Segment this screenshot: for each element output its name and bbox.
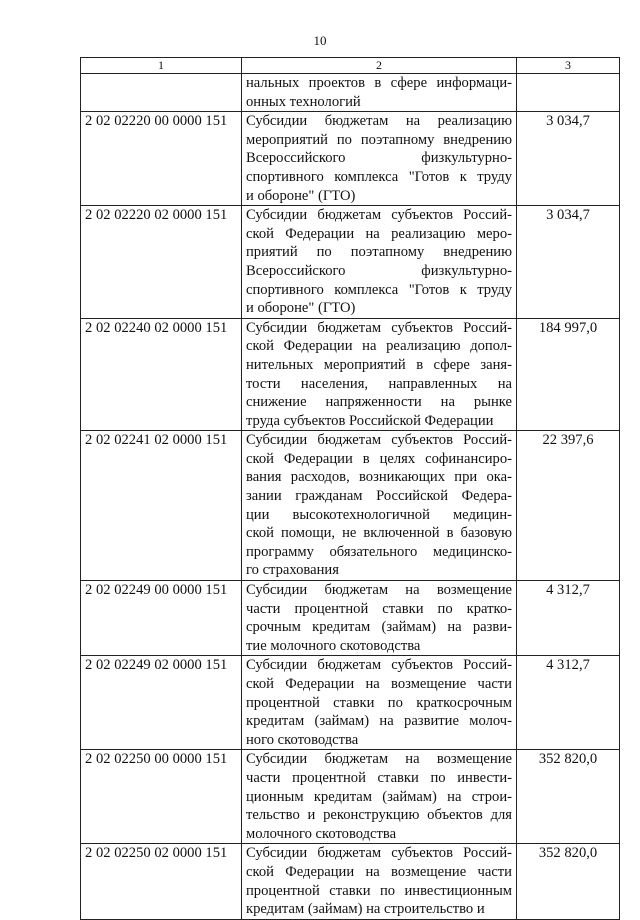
amount-value: 3 034,7 — [517, 206, 620, 319]
description-line: зании гражданам Российской Федера- — [246, 488, 512, 505]
continuation-description-cell — [242, 74, 517, 112]
table-row — [81, 206, 620, 319]
description-line: спортивного комплекса "Готов к труду — [246, 168, 512, 185]
classification-code: 2 02 02250 02 0000 151 — [81, 844, 242, 919]
description-line: срочным кредитам (займам) на разви- — [246, 619, 512, 636]
amount-value: 184 997,0 — [517, 318, 620, 431]
description-line: Субсидии бюджетам на возмещение — [246, 582, 512, 599]
revenue-description — [242, 318, 517, 431]
description-line: Субсидии бюджетам на возмещение — [246, 751, 512, 768]
classification-code: 2 02 02250 00 0000 151 — [81, 750, 242, 844]
amount-value: 22 397,6 — [517, 431, 620, 581]
classification-code: 2 02 02241 02 0000 151 — [81, 431, 242, 581]
description-line: и обороне" (ГТО) — [246, 187, 356, 204]
description-line: молочного скотоводства — [246, 825, 397, 842]
revenue-description — [242, 750, 517, 844]
classification-code: 2 02 02220 00 0000 151 — [81, 112, 242, 206]
column-header-amount: 3 — [517, 58, 620, 74]
column-header-code: 1 — [81, 58, 242, 74]
description-line: нальных проектов в сфере информаци- — [246, 75, 512, 91]
classification-code: 2 02 02220 02 0000 151 — [81, 206, 242, 319]
description-line: кредитам (займам) на строительство и — [246, 901, 485, 918]
description-line: тости населения, направленных на — [246, 375, 512, 392]
classification-code: 2 02 02249 00 0000 151 — [81, 581, 242, 656]
description-line: ской Федерации на возмещение части — [246, 863, 512, 880]
table-row — [81, 750, 620, 844]
description-line: Субсидии бюджетам субъектов Россий- — [246, 845, 512, 862]
description-line: Субсидии бюджетам субъектов Россий- — [246, 657, 512, 674]
description-line: Всероссийского физкультурно- — [246, 262, 512, 279]
description-line: и обороне" (ГТО) — [246, 300, 356, 317]
description-line: нительных мероприятий в сфере заня- — [246, 356, 512, 373]
amount-value: 4 312,7 — [517, 581, 620, 656]
description-line: приятий по поэтапному внедрению — [246, 244, 512, 261]
table-row — [81, 112, 620, 206]
description-line: онных технологий — [246, 93, 361, 110]
table-row — [81, 318, 620, 431]
description-line: Субсидии бюджетам субъектов Россий- — [246, 319, 512, 336]
description-line: мероприятий по поэтапному внедрению — [246, 131, 512, 148]
description-line: ской Федерации на реализацию меро- — [246, 225, 512, 242]
revenue-description — [242, 581, 517, 656]
description-line: Субсидии бюджетам на реализацию — [246, 113, 512, 130]
description-line: Всероссийского физкультурно- — [246, 150, 512, 167]
description-line: труда субъектов Российской Федерации — [246, 412, 494, 429]
description-line: процентной ставки по краткосрочным — [246, 694, 512, 711]
amount-value: 4 312,7 — [517, 656, 620, 750]
description-line: ской помощи, не включенной в базовую — [246, 525, 512, 542]
description-line: ного скотоводства — [246, 731, 359, 748]
description-line: Субсидии бюджетам субъектов Россий- — [246, 207, 512, 224]
description-line: вания расходов, возникающих при ока- — [246, 469, 512, 486]
description-line: тие молочного скотоводства — [246, 637, 421, 654]
continuation-code-cell — [81, 74, 242, 112]
description-line: программу обязательного медицинско- — [246, 543, 512, 560]
description-line: части процентной ставки по кратко- — [246, 600, 512, 617]
description-line: ской Федерации в целях софинансиро- — [246, 450, 512, 467]
table-header-row — [81, 58, 620, 74]
amount-value: 352 820,0 — [517, 844, 620, 919]
amount-value: 352 820,0 — [517, 750, 620, 844]
revenue-description — [242, 844, 517, 919]
page-number: 10 — [313, 33, 327, 48]
description-line: ционным кредитам (займам) на строи- — [246, 788, 512, 805]
table-row — [81, 431, 620, 581]
table-row — [81, 581, 620, 656]
description-line: спортивного комплекса "Готов к труду — [246, 281, 512, 298]
description-line: тельство и реконструкцию объектов для — [246, 807, 512, 824]
column-header-description: 2 — [242, 58, 517, 74]
description-line: ской Федерации на реализацию допол- — [246, 338, 512, 355]
description-line: части процентной ставки по инвести- — [246, 769, 512, 786]
budget-revenue-table — [80, 57, 620, 920]
description-line: го страхования — [246, 562, 339, 579]
revenue-description — [242, 656, 517, 750]
amount-value: 3 034,7 — [517, 112, 620, 206]
revenue-description — [242, 112, 517, 206]
description-line: процентной ставки по инвестиционным — [246, 882, 512, 899]
description-line: снижение напряженности на рынке — [246, 394, 512, 411]
description-line: ции высокотехнологичной медицин- — [246, 506, 512, 523]
continuation-row — [81, 74, 620, 112]
classification-code: 2 02 02249 02 0000 151 — [81, 656, 242, 750]
description-line: Субсидии бюджетам субъектов Россий- — [246, 432, 512, 449]
revenue-description — [242, 206, 517, 319]
table-row — [81, 844, 620, 919]
revenue-description — [242, 431, 517, 581]
description-line: ской Федерации на возмещение части — [246, 676, 512, 692]
description-line: кредитам (займам) на развитие молоч- — [246, 713, 512, 730]
continuation-amount-cell — [517, 74, 620, 112]
classification-code: 2 02 02240 02 0000 151 — [81, 318, 242, 431]
table-row — [81, 656, 620, 750]
